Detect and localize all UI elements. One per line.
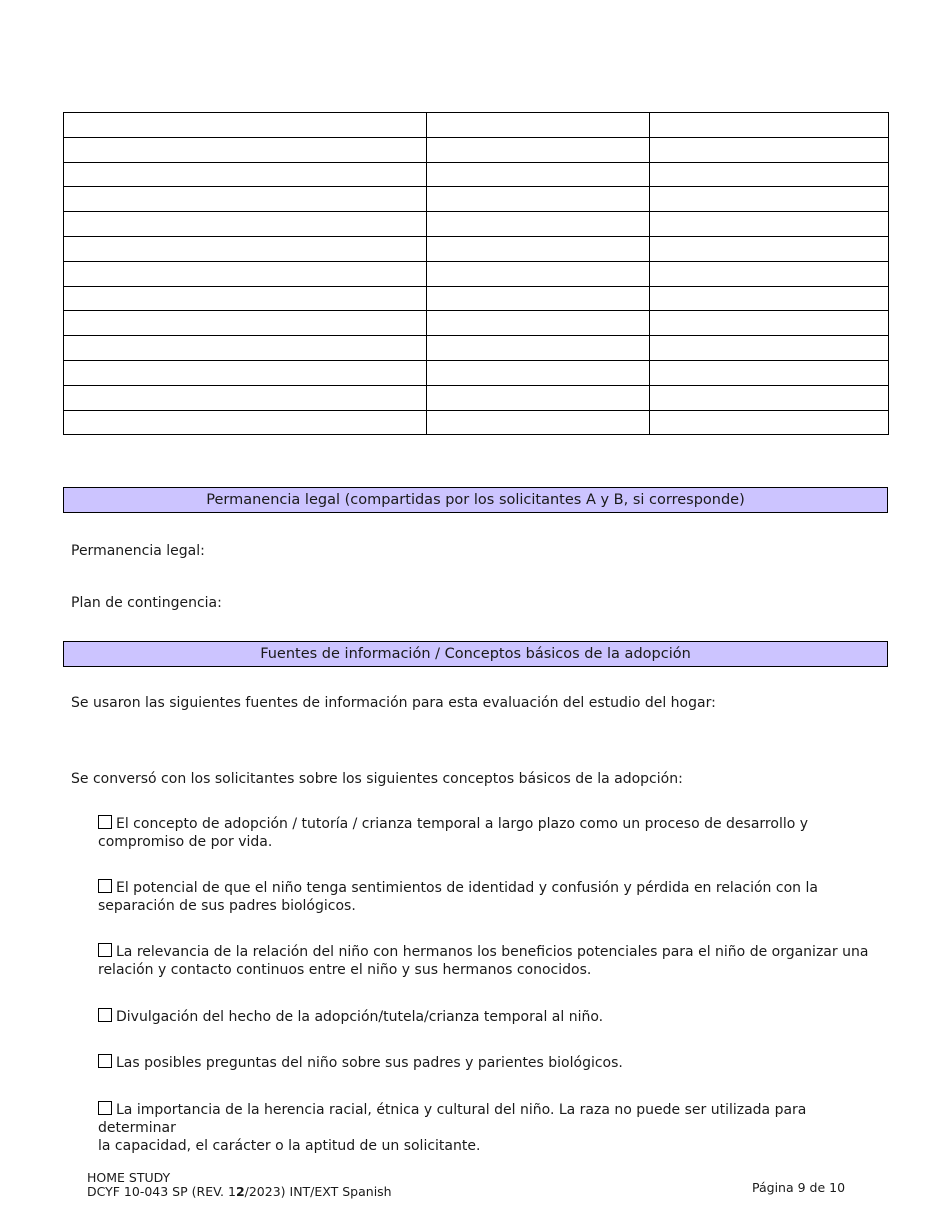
sources-statement: Se usaron las siguientes fuentes de información para esta evaluación del estudio del hogar:: [71, 695, 716, 711]
concept-item: La relevancia de la relación del niño con hermanos los beneficios potenciales para el niño de organizar una relación y contacto continuos entre el niño y sus hermanos conocidos.: [98, 944, 869, 978]
table-body: [64, 113, 889, 435]
table-row: [64, 286, 889, 311]
table-cell[interactable]: [650, 410, 889, 435]
table-cell[interactable]: [427, 286, 650, 311]
table-cell[interactable]: [64, 410, 427, 435]
table-row: [64, 261, 889, 286]
table-cell[interactable]: [427, 162, 650, 187]
concepts-intro: Se conversó con los solicitantes sobre los siguientes conceptos básicos de la adopción:: [71, 771, 683, 787]
table-cell[interactable]: [64, 336, 427, 361]
table-cell[interactable]: [427, 137, 650, 162]
table-cell[interactable]: [650, 385, 889, 410]
table-cell[interactable]: [427, 385, 650, 410]
table-cell[interactable]: [650, 286, 889, 311]
table-row: [64, 187, 889, 212]
footer-left: [87, 1171, 392, 1199]
legal-permanence-header: Permanencia legal (compartidas por los solicitantes A y B, si corresponde): [63, 487, 888, 513]
table-cell[interactable]: [64, 236, 427, 261]
table-row: [64, 311, 889, 336]
concept-item: El concepto de adopción / tutoría / crianza temporal a largo plazo como un proceso de desarrollo y compromiso de por vida.: [98, 816, 809, 850]
concept-item: El potencial de que el niño tenga sentimientos de identidad y confusión y pérdida en relación con la separación de sus padres biológicos.: [98, 880, 818, 914]
table-cell[interactable]: [64, 137, 427, 162]
concept-checkbox[interactable]: [98, 1008, 112, 1022]
table-row: [64, 360, 889, 385]
concept-item: Divulgación del hecho de la adopción/tutela/crianza temporal al niño.: [98, 1008, 878, 1026]
table-row: [64, 113, 889, 138]
contingency-plan-label: Plan de contingencia:: [71, 595, 222, 611]
table-cell[interactable]: [427, 360, 650, 385]
table-cell[interactable]: [64, 286, 427, 311]
table-cell[interactable]: [427, 410, 650, 435]
concept-checkbox[interactable]: [98, 1101, 112, 1115]
table-row: [64, 236, 889, 261]
table-cell[interactable]: [650, 311, 889, 336]
table-cell[interactable]: [427, 311, 650, 336]
concept-item: Las posibles preguntas del niño sobre sus padres y parientes biológicos.: [98, 1054, 878, 1072]
blank-data-table: [63, 112, 889, 435]
table-cell[interactable]: [64, 187, 427, 212]
table-cell[interactable]: [64, 113, 427, 138]
table-row: [64, 137, 889, 162]
table-cell[interactable]: [650, 113, 889, 138]
table-cell[interactable]: [650, 162, 889, 187]
table-cell[interactable]: [427, 336, 650, 361]
table-cell[interactable]: [650, 261, 889, 286]
table-cell[interactable]: [64, 360, 427, 385]
table-cell[interactable]: [64, 261, 427, 286]
table-cell[interactable]: [650, 137, 889, 162]
concept-checkbox[interactable]: [98, 879, 112, 893]
table-cell[interactable]: [650, 212, 889, 237]
table-cell[interactable]: [427, 261, 650, 286]
table-row: [64, 162, 889, 187]
table-cell[interactable]: [64, 385, 427, 410]
table-row: [64, 212, 889, 237]
concept-checkbox[interactable]: [98, 1054, 112, 1068]
footer-doc-title: HOME STUDY: [87, 1170, 171, 1185]
table-cell[interactable]: [650, 360, 889, 385]
table-row: [64, 410, 889, 435]
footer-form-number: DCYF 10-043 SP (REV. 12/2023) INT/EXT Spanish: [87, 1184, 392, 1199]
table-cell[interactable]: [64, 162, 427, 187]
table-cell[interactable]: [427, 212, 650, 237]
table-cell[interactable]: [650, 336, 889, 361]
concept-item: La importancia de la herencia racial, étnica y cultural del niño. La raza no puede ser utilizada para determinar la capacidad, el carácter o la aptitud de un solicitante.: [98, 1102, 807, 1154]
table-cell[interactable]: [427, 236, 650, 261]
table-cell[interactable]: [64, 212, 427, 237]
table-cell[interactable]: [427, 113, 650, 138]
table-row: [64, 336, 889, 361]
page-number: Página 9 de 10: [752, 1180, 846, 1195]
table-row: [64, 385, 889, 410]
table-cell[interactable]: [64, 311, 427, 336]
information-sources-header: Fuentes de información / Conceptos básicos de la adopción: [63, 641, 888, 667]
table-cell[interactable]: [650, 187, 889, 212]
concept-checkbox[interactable]: [98, 815, 112, 829]
table-cell[interactable]: [427, 187, 650, 212]
table-cell[interactable]: [650, 236, 889, 261]
permanence-label: Permanencia legal:: [71, 543, 205, 559]
concept-checkbox[interactable]: [98, 943, 112, 957]
